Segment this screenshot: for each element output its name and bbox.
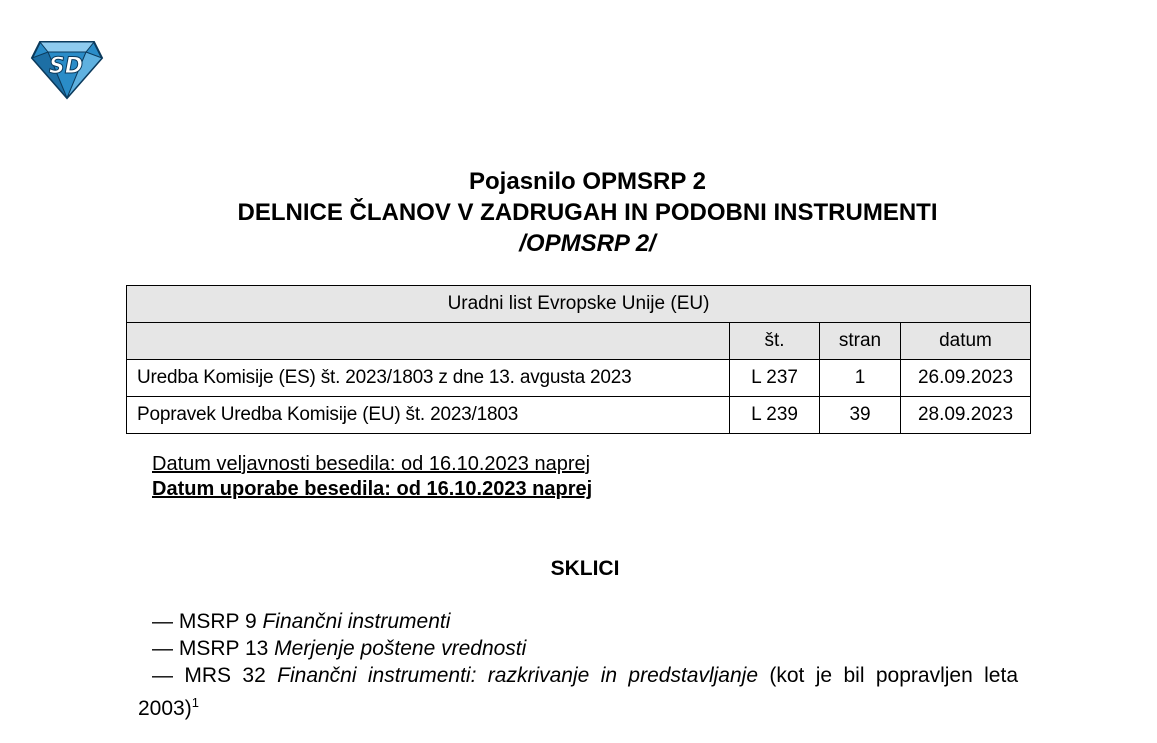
reference-prefix: — MSRP 13 [152, 637, 275, 660]
table-header-row [127, 286, 1031, 323]
reference-item [138, 635, 1018, 662]
footnote-marker: 1 [191, 695, 199, 710]
references-list [138, 608, 1018, 722]
document-title [0, 166, 1157, 259]
reference-item [138, 608, 1018, 635]
table-row [127, 397, 1031, 434]
sd-diamond-logo-icon [30, 40, 104, 100]
reference-suffix: (kot je bil popravljen leta 2003) [138, 664, 1018, 720]
row-page: 1 [820, 360, 901, 397]
row-page: 39 [820, 397, 901, 434]
reference-title: Merjenje poštene vrednosti [274, 637, 527, 660]
column-header-page: stran [820, 323, 901, 360]
reference-title: Finančni instrumenti: razkrivanje in predstavljanje [277, 664, 759, 687]
row-date: 26.09.2023 [900, 360, 1030, 397]
application-date: Datum uporabe besedila: od 16.10.2023 naprej [152, 478, 593, 500]
logo-text: SD [48, 54, 84, 79]
table-header: Uradni list Evropske Unije (EU) [127, 286, 1031, 323]
reference-prefix: — MRS 32 [152, 664, 278, 687]
table-row [127, 360, 1031, 397]
column-header-date: datum [900, 323, 1030, 360]
title-line-3: /OPMSRP 2/ [519, 230, 656, 257]
dates-block [152, 452, 592, 502]
validity-date: Datum veljavnosti besedila: od 16.10.2023 naprej [152, 453, 591, 475]
table-column-row [127, 323, 1031, 360]
official-journal-table [126, 285, 1031, 434]
references-heading: SKLICI [550, 557, 620, 580]
row-act: Uredba Komisije (ES) št. 2023/1803 z dne 13. avgusta 2023 [127, 360, 730, 397]
column-header-number: št. [730, 323, 820, 360]
column-header-act [127, 323, 730, 360]
reference-item [138, 662, 1018, 722]
reference-prefix: — MSRP 9 [152, 610, 263, 633]
row-number: L 239 [730, 397, 820, 434]
row-number: L 237 [730, 360, 820, 397]
row-date: 28.09.2023 [900, 397, 1030, 434]
title-line-2: DELNICE ČLANOV V ZADRUGAH IN PODOBNI INSTRUMENTI [237, 199, 938, 226]
reference-title: Finančni instrumenti [262, 610, 451, 633]
title-line-1: Pojasnilo OPMSRP 2 [469, 168, 706, 195]
row-act: Popravek Uredba Komisije (EU) št. 2023/1803 [127, 397, 730, 434]
